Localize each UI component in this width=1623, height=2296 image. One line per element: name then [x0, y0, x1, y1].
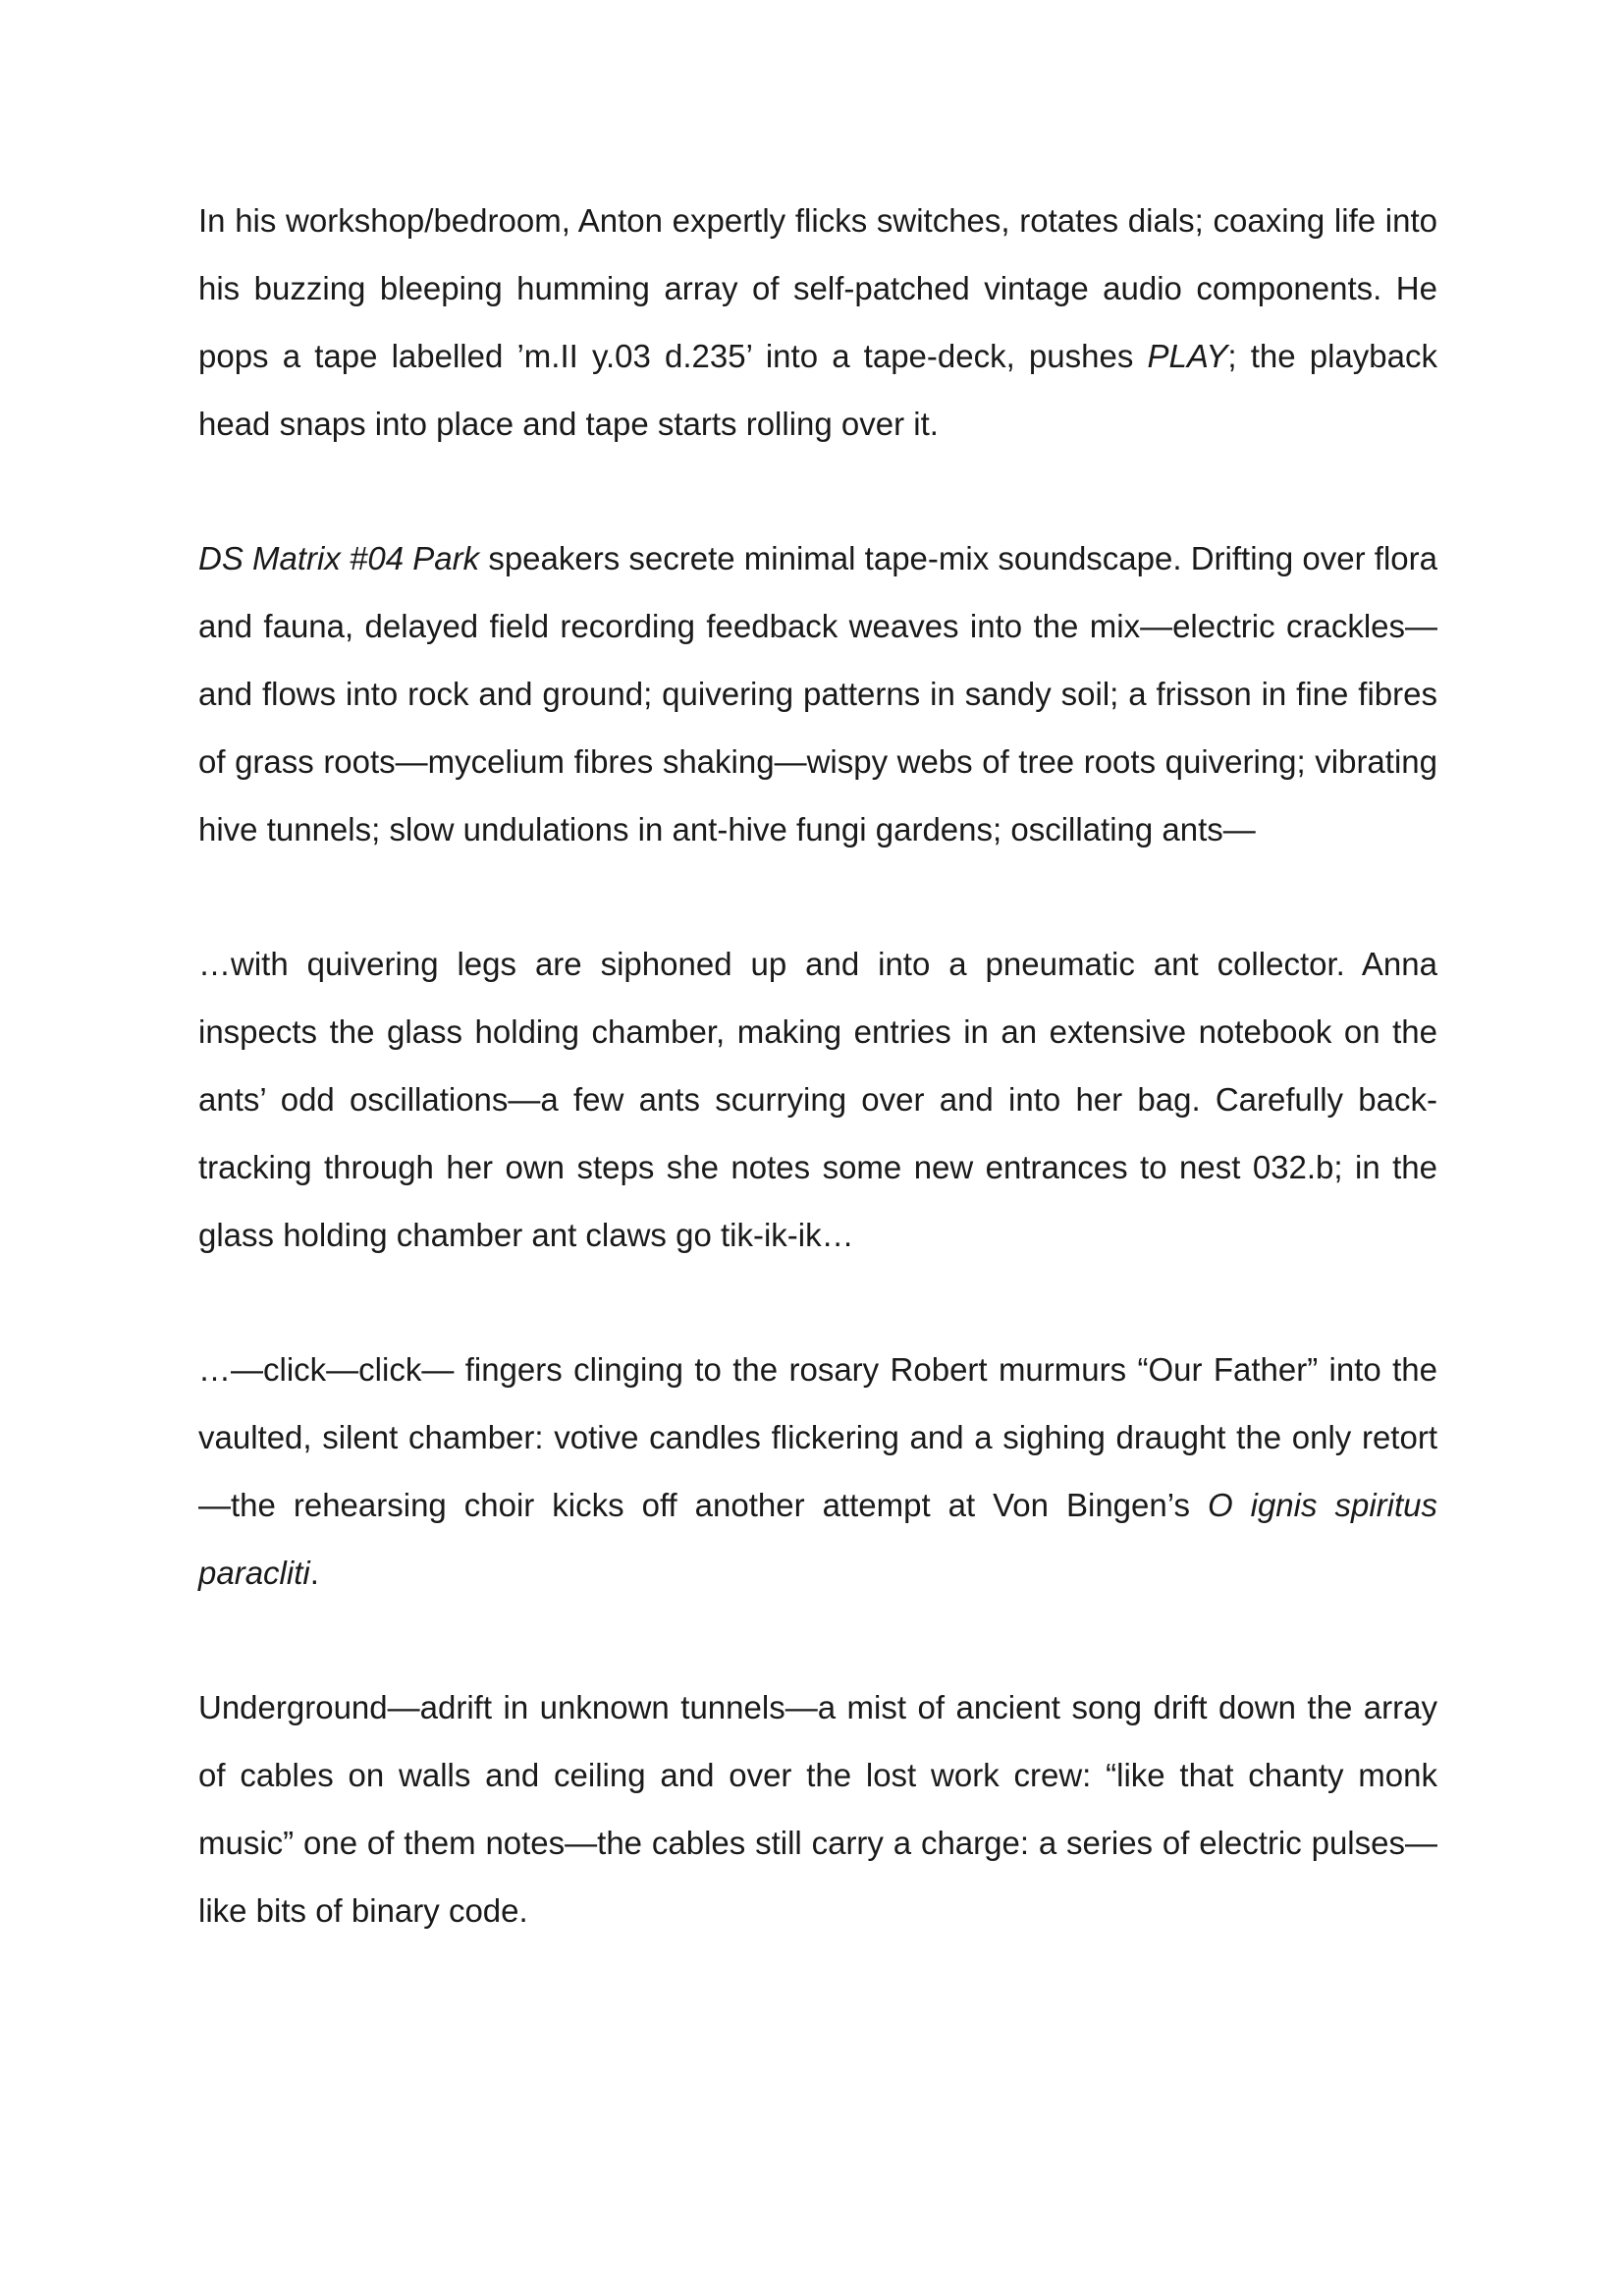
paragraph-4-run-3: . [309, 1555, 319, 1591]
paragraph-3-run-1: …with quivering legs are siphoned up and into a pneumatic ant collector. Anna inspects the glass holding chamber, making entries in an extensive notebook on the ants’ odd oscillations—a few ants scurrying over and into her bag. Carefully back-tracking through her own steps she notes some new entrances to nest 032.b; in the glass holding chamber ant claws go tik-ik-ik… [198, 946, 1437, 1253]
paragraph-3 [198, 930, 1437, 1269]
paragraph-1-run-2: PLAY [1147, 338, 1228, 374]
paragraph-2-run-2: speakers secrete minimal tape-mix soundscape. Drifting over flora and fauna, delayed field recording feedback weaves into the mix—electric crackles—and flows into rock and ground; quivering patterns in sandy soil; a frisson in fine fibres of grass roots—mycelium fibres shaking—wispy webs of tree roots quivering; vibrating hive tunnels; slow undulations in ant-hive fungi gardens; oscillating ants— [198, 540, 1437, 847]
paragraph-5 [198, 1673, 1437, 1944]
paragraph-1-run-1: In his workshop/bedroom, Anton expertly flicks switches, rotates dials; coaxing life into his buzzing bleeping humming array of self-patched vintage audio components. He pops a tape labelled ’m.II y.03 d.235’ into a tape-deck, pushes [198, 202, 1437, 374]
paragraph-4 [198, 1336, 1437, 1607]
paragraph-4-run-1: …—click—click— fingers clinging to the rosary Robert murmurs “Our Father” into the vaulted, silent chamber: votive candles flickering and a sighing draught the only retort—the rehearsing choir kicks off another attempt at Von Bingen’s [198, 1351, 1437, 1523]
paragraph-1 [198, 187, 1437, 458]
paragraph-4-run-2: O ignis spiritus paracliti [198, 1487, 1437, 1591]
paragraph-1-run-3: ; the playback head snaps into place and tape starts rolling over it. [198, 338, 1437, 442]
paragraph-5-run-1: Underground—adrift in unknown tunnels—a mist of ancient song drift down the array of cables on walls and ceiling and over the lost work crew: “like that chanty monk music” one of them notes—the cables still carry a charge: a series of electric pulses—like bits of binary code. [198, 1689, 1437, 1929]
paragraph-2 [198, 524, 1437, 863]
paragraph-2-run-1: DS Matrix #04 Park [198, 540, 480, 576]
body-text [198, 187, 1437, 2011]
